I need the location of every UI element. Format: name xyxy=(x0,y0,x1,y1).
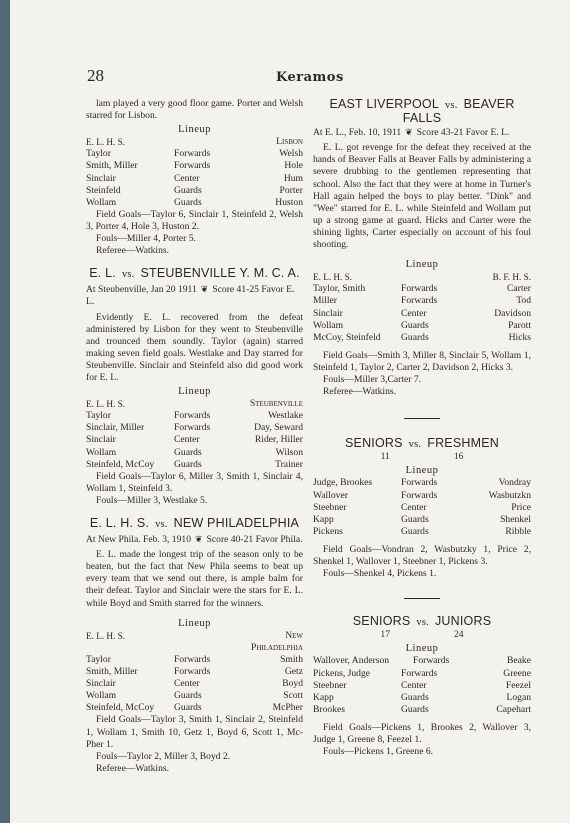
lineup-table xyxy=(86,654,303,714)
player: Miller xyxy=(313,295,337,307)
title-team-b: JUNIORS xyxy=(434,614,492,629)
position: Center xyxy=(401,501,427,513)
final-score xyxy=(313,629,531,641)
position: Guards xyxy=(401,703,429,715)
lineup-heading: Lineup xyxy=(178,124,211,136)
fouls-note: Fouls—Shenkel 4, Pickens 1. xyxy=(323,568,437,580)
dateline-place-date: At New Phila. Feb. 3, 1910 xyxy=(86,534,191,546)
game-title xyxy=(313,615,531,629)
lineup-row xyxy=(86,678,303,690)
opponent: Logan xyxy=(506,691,531,703)
lineup-row xyxy=(313,490,531,502)
player: Taylor xyxy=(86,653,111,665)
player: Wallover, Anderson xyxy=(313,655,390,667)
fleuron-icon: ❦ xyxy=(405,127,413,138)
team-left-label: E. L. H. S. xyxy=(313,272,353,283)
player: Smith, Miller xyxy=(86,666,138,678)
lineup-header xyxy=(86,136,303,148)
fouls-note: Fouls—Pickens 1, Greene 6. xyxy=(323,746,434,758)
title-vs: vs. xyxy=(155,519,168,530)
dateline-score: Score 43-21 Favor E. L. xyxy=(416,127,510,139)
left-column xyxy=(86,98,303,775)
opponent: Welsh xyxy=(279,148,303,160)
lineup-row xyxy=(86,410,303,422)
player: Wollam xyxy=(86,446,117,458)
opponent: Greene xyxy=(503,667,531,679)
lineup-row xyxy=(86,690,303,702)
opponent: Carter xyxy=(507,283,531,295)
field-goals-note: Field Goals—Taylor 6, Miller 3, Smith 1, Sinclair 4, Wollam 1, Steinfeld 3. xyxy=(86,470,303,494)
position: Forwards xyxy=(401,283,438,295)
lineup-row xyxy=(86,173,303,185)
lineup-row xyxy=(313,668,531,680)
lineup-row xyxy=(86,666,303,678)
game-report: Evidently E. L. recovered from the defeat administered by Lisbon for they went to Steubenville and trounced them soundly. Taylor (again) starred making seven field goals. Westlake and Day starred for Steubenville. Sinclair and Steinfeld also did good work for E. L. xyxy=(86,311,303,383)
player: Judge, Brookes xyxy=(313,477,373,489)
player: Steebner xyxy=(313,501,347,513)
lineup-row xyxy=(313,283,531,295)
field-goals-note: Field Goals—Smith 3, Miller 8, Sinclair 5, Wollam 1, Steinfeld 1, Taylor 2, Carter 2, Davidson 2, Hicks 3. xyxy=(313,349,531,373)
lineup-row xyxy=(313,308,531,320)
opponent: Beake xyxy=(507,655,531,667)
position: Forwards xyxy=(174,422,211,434)
opponent: Rider, Hiller xyxy=(254,434,303,446)
title-team-b: NEW PHILADELPHIA xyxy=(173,516,300,530)
referee-note: Referee—Watkins. xyxy=(96,762,170,774)
opponent: Feezel xyxy=(505,679,531,691)
player: Sinclair xyxy=(86,678,116,690)
fouls-note: Fouls—Miller 3, Westlake 5. xyxy=(96,494,208,506)
position: Forwards xyxy=(174,148,211,160)
field-goals-note: Field Goals—Vondran 2, Wasbutzky 1, Price 2, Shenkel 1, Wallover 1, Steebner 1, Pickens 3. xyxy=(313,543,531,567)
position: Forwards xyxy=(174,410,211,422)
title-team-a: EAST LIVERPOOL xyxy=(329,97,439,111)
position: Guards xyxy=(174,196,202,208)
lineup-row xyxy=(86,185,303,197)
opponent: Ribble xyxy=(505,525,531,537)
title-team-a: SENIORS xyxy=(352,614,411,629)
opponent: Huston xyxy=(275,196,303,208)
final-score xyxy=(313,451,531,463)
player: Kapp xyxy=(313,691,334,703)
position: Forwards xyxy=(401,667,438,679)
score-team-a: 17 xyxy=(380,629,390,641)
dateline xyxy=(313,126,531,139)
referee-note: Referee—Watkins. xyxy=(323,386,397,398)
opponent: Boyd xyxy=(282,678,303,690)
opponent: Parott xyxy=(508,319,531,331)
player: Sinclair, Miller xyxy=(86,422,145,434)
opponent: Vondray xyxy=(498,477,531,489)
lineup-heading: Lineup xyxy=(178,617,211,629)
title-team-b: STEUBENVILLE Y. M. C. A. xyxy=(140,266,300,281)
opponent: Shenkel xyxy=(500,513,531,525)
lineup-row xyxy=(86,160,303,172)
lineup-table xyxy=(86,410,303,470)
score-team-b: 24 xyxy=(454,629,464,641)
dateline-score: Score 41-25 Favor E. L. xyxy=(86,284,295,308)
lineup-row xyxy=(313,514,531,526)
player: Wollam xyxy=(86,196,117,208)
dateline xyxy=(86,533,303,546)
lineup-header xyxy=(313,271,531,283)
player: Wollam xyxy=(313,319,344,331)
player: Steinfeld, McCoy xyxy=(86,458,155,470)
player: Steebner xyxy=(313,679,347,691)
fleuron-icon: ❦ xyxy=(200,284,209,295)
lineup-header xyxy=(86,398,303,410)
lineup-heading: Lineup xyxy=(178,386,211,398)
field-goals-note: Field Goals—Taylor 6, Sinclair 1, Steinfeld 2, Welsh 3, Porter 4, Hole 3, Huston 2. xyxy=(86,208,303,232)
opponent: Smith xyxy=(280,653,303,665)
player: Pickens, Judge xyxy=(313,667,371,679)
game-title xyxy=(313,98,531,124)
lineup-heading: Lineup xyxy=(405,643,439,655)
score-team-b: 16 xyxy=(453,451,464,463)
game-report: E. L. got revenge for the defeat they received at the hands of Beaver Falls at Beaver Falls by administering a severe drubbing to the gentlemen representing that school. Also the fact that they were at home in Turner's Hall again helped the boys to play better. "Dink" and "Wee" starred for E. L. while Steinfeld and Wollam put up a strong game at guard. Hicks and Carter were the shining lights, Carter especially on account of his foul shooting. xyxy=(313,142,531,251)
player: Taylor xyxy=(86,148,111,160)
player: Kapp xyxy=(313,513,334,525)
player: McCoy, Steinfeld xyxy=(313,331,381,343)
opponent: Hole xyxy=(284,160,303,172)
lineup-row xyxy=(313,320,531,332)
player: Taylor, Smith xyxy=(313,283,366,295)
title-vs: vs. xyxy=(445,100,458,111)
lineup-row xyxy=(313,502,531,514)
right-column xyxy=(313,98,531,758)
position: Guards xyxy=(401,525,429,537)
team-left-label: E. L. H. S. xyxy=(86,630,126,641)
intro-paragraph: lam played a very good floor game. Porter and Welsh starred for Lisbon. xyxy=(86,98,303,122)
position: Forwards xyxy=(174,653,211,665)
opponent: Westlake xyxy=(268,410,303,422)
field-goals-note: Field Goals—Pickens 1, Brookes 2, Wallover 3, Judge 1, Greene 8, Feezel 1. xyxy=(313,721,531,746)
opponent: Capehart xyxy=(496,703,531,715)
player: Pickens xyxy=(313,525,343,537)
position: Guards xyxy=(401,513,429,525)
team-right-label: New Philadelphia xyxy=(251,629,303,653)
lineup-row xyxy=(313,655,531,667)
title-team-b: BEAVER FALLS xyxy=(402,97,515,126)
field-goals-note: Field Goals—Taylor 3, Smith 1, Sinclair 2, Steinfeld 1, Wollam 1, Smith 10, Getz 1, Boyd 6, Scott 1, Mc-Pher 1. xyxy=(86,714,303,750)
team-right-label: Lisbon xyxy=(276,136,303,148)
lineup-row xyxy=(86,434,303,446)
player: Brookes xyxy=(313,703,345,715)
opponent: Day, Seward xyxy=(254,422,303,434)
position: Guards xyxy=(174,702,202,714)
game-title xyxy=(86,517,303,531)
book-binding-edge xyxy=(0,0,10,823)
fleuron-icon: ❦ xyxy=(195,534,203,545)
team-right-label: B. F. H. S. xyxy=(492,272,531,283)
player: Taylor xyxy=(86,410,111,422)
opponent: Hicks xyxy=(508,331,531,343)
dateline-place-date: At E. L., Feb. 10, 1911 xyxy=(313,127,402,139)
title-team-a: E. L. xyxy=(89,266,116,281)
player: Wallover xyxy=(313,489,348,501)
position: Forwards xyxy=(174,160,211,172)
position: Center xyxy=(174,678,200,690)
title-team-a: E. L. H. S. xyxy=(89,516,150,530)
lineup-row xyxy=(86,197,303,209)
opponent: Tod xyxy=(516,295,531,307)
position: Forwards xyxy=(401,477,438,489)
running-title: Keramos xyxy=(276,70,344,85)
opponent: Hum xyxy=(283,172,303,184)
dateline xyxy=(86,283,303,308)
position: Center xyxy=(174,434,200,446)
title-vs: vs. xyxy=(408,439,422,451)
position: Center xyxy=(174,172,200,184)
opponent: Wasbutzkn xyxy=(488,489,531,501)
lineup-row xyxy=(86,459,303,471)
fouls-note: Fouls—Miller 4, Porter 5. xyxy=(96,233,196,245)
lineup-row xyxy=(86,422,303,434)
lineup-row xyxy=(313,692,531,704)
player: Smith, Miller xyxy=(86,160,138,172)
lineup-row xyxy=(313,704,531,716)
lineup-row xyxy=(313,680,531,692)
player: Steinfeld xyxy=(86,184,121,196)
dateline-score: Score 40-21 Favor Phila. xyxy=(206,534,303,546)
game-title xyxy=(313,437,531,451)
team-left-label: E. L. H. S. xyxy=(86,399,126,410)
lineup-table xyxy=(86,148,303,208)
page-number: 28 xyxy=(87,66,104,85)
lineup-row xyxy=(86,447,303,459)
player: Steinfeld, McCoy xyxy=(86,702,155,714)
opponent: Trainer xyxy=(275,458,303,470)
game-title xyxy=(86,267,303,281)
lineup-row xyxy=(313,332,531,344)
lineup-row xyxy=(313,526,531,538)
opponent: Scott xyxy=(283,690,303,702)
position: Guards xyxy=(401,691,429,703)
position: Guards xyxy=(174,690,202,702)
title-team-a: SENIORS xyxy=(345,436,403,451)
lineup-row xyxy=(313,477,531,489)
title-team-b: FRESHMEN xyxy=(427,436,499,451)
position: Guards xyxy=(401,319,429,331)
lineup-header xyxy=(86,630,303,654)
position: Guards xyxy=(401,331,429,343)
position: Center xyxy=(401,679,427,691)
title-vs: vs. xyxy=(416,617,429,629)
lineup-row xyxy=(313,295,531,307)
lineup-row xyxy=(86,654,303,666)
player: Sinclair xyxy=(86,434,116,446)
dateline-place-date: At Steubenville, Jan 20 1911 xyxy=(86,284,197,296)
lineup-row xyxy=(86,148,303,160)
player: Sinclair xyxy=(86,172,116,184)
opponent: Wilson xyxy=(275,446,303,458)
lineup-row xyxy=(86,702,303,714)
opponent: Davidson xyxy=(494,307,531,319)
position: Forwards xyxy=(174,666,211,678)
opponent: Price xyxy=(511,501,531,513)
position: Guards xyxy=(174,446,202,458)
lineup-table xyxy=(313,283,531,343)
position: Forwards xyxy=(401,489,438,501)
player: Sinclair xyxy=(313,307,343,319)
fouls-note: Fouls—Taylor 2, Miller 3, Boyd 2. xyxy=(96,750,231,762)
position: Forwards xyxy=(401,295,438,307)
lineup-heading: Lineup xyxy=(405,259,439,271)
referee-note: Referee—Watkins. xyxy=(96,245,170,257)
player: Wollam xyxy=(86,690,117,702)
opponent: McPher xyxy=(272,702,303,714)
position: Center xyxy=(401,307,427,319)
team-right-label: Steubenville xyxy=(249,398,303,410)
lineup-table xyxy=(313,655,531,715)
position: Guards xyxy=(174,184,202,196)
team-left-label: E. L. H. S. xyxy=(86,137,126,148)
opponent: Getz xyxy=(284,666,303,678)
score-team-a: 11 xyxy=(380,451,390,463)
lineup-heading: Lineup xyxy=(405,465,439,477)
fouls-note: Fouls—Miller 3,Carter 7. xyxy=(323,373,422,385)
position: Guards xyxy=(174,458,202,470)
opponent: Porter xyxy=(279,184,303,196)
game-report: E. L. made the longest trip of the season only to be beaten, but the fact that New Phila seems to beat up every team that we send out there, is ample balm for their defeat. Taylor and Sinclair were the stars for E. L. while Boyd and Smith starred for the winners. xyxy=(86,549,303,609)
lineup-table xyxy=(313,477,531,537)
position: Forwards xyxy=(413,655,450,667)
title-vs: vs. xyxy=(121,269,135,281)
